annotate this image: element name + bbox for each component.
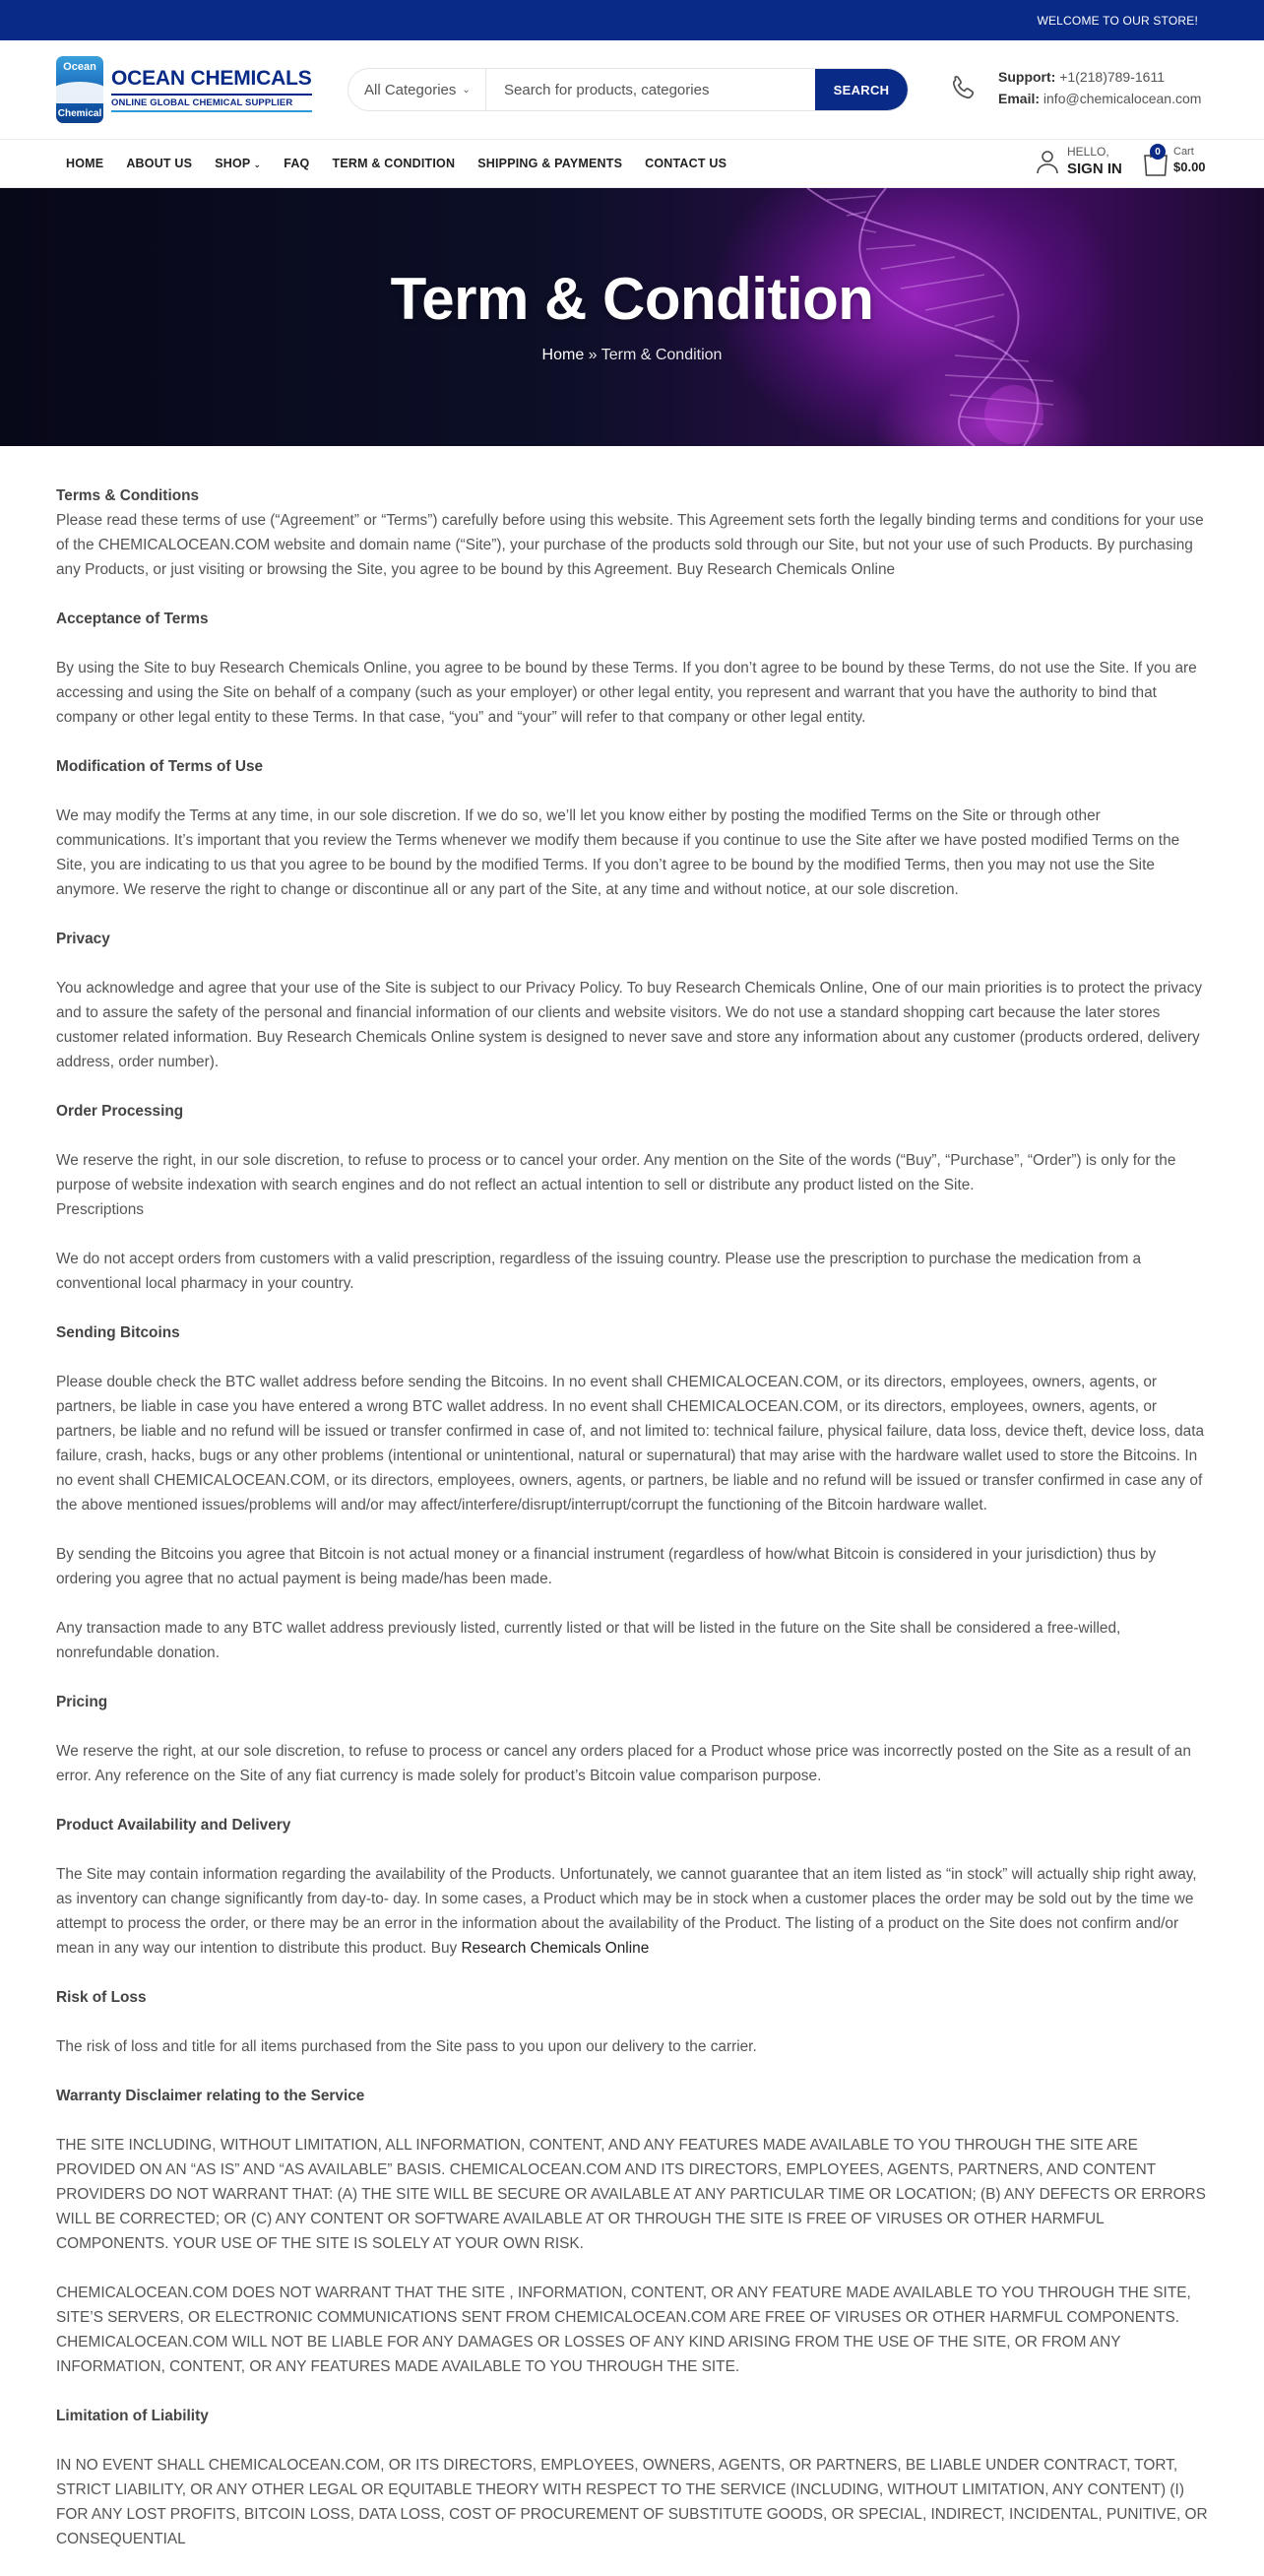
welcome-text: WELCOME TO OUR STORE! bbox=[1037, 13, 1198, 28]
paragraph: The risk of loss and title for all items purchased from the Site pass to you upon our delivery to the carrier. bbox=[56, 2038, 757, 2055]
nav-home[interactable]: HOME bbox=[66, 157, 104, 170]
account-hello: HELLO, bbox=[1067, 145, 1109, 159]
terms-content bbox=[56, 483, 1208, 2576]
page-hero-banner bbox=[0, 188, 1264, 446]
paragraph: Please read these terms of use (“Agreement” or “Terms”) carefully before using this website. This Agreement sets forth the legally binding terms and conditions for your use of the CHEMICALOCEAN.COM website and domain name (“Site”), your purchase of the products sold through our Site, but not your use of such Products. By purchasing any Products, or just visiting or browsing the Site, you agree to be bound by this Agreement. Buy Research Chemicals Online bbox=[56, 512, 1204, 578]
cart-link[interactable] bbox=[1142, 144, 1206, 177]
section-heading: Terms & Conditions bbox=[56, 487, 200, 504]
nav-term-condition[interactable]: TERM & CONDITION bbox=[332, 157, 456, 170]
logo-mark-icon: Ocean Chemical bbox=[56, 56, 103, 123]
cart-label: Cart bbox=[1173, 146, 1194, 158]
chevron-down-icon: ⌄ bbox=[462, 84, 471, 96]
paragraph: We reserve the right, at our sole discretion, to refuse to process or cancel any orders placed for a Product whose price was incorrectly posted on the Site as a result of an error. Any reference on the Site of any fiat currency is made solely for product’s Bitcoin value comparison purpose. bbox=[56, 1743, 1191, 1784]
paragraph: The Site may contain information regarding the availability of the Products. Unfortunately, we cannot guarantee that an item listed as “in stock” will actually ship right away, as inventory can change significantly from day-to- day. In some cases, a Product which may be in stock when a customer places the order may be sold out by the time we attempt to process the order, or there may be an error in the information about the availability of the Product. The listing of a product on the Site does not confirm and/or mean in any way our intention to distribute this product. Buy Research Chemicals Online bbox=[56, 1866, 1197, 1957]
chevron-down-icon: ⌄ bbox=[253, 160, 262, 169]
main-nav bbox=[0, 139, 1264, 188]
paragraph: We may modify the Terms at any time, in our sole discretion. If we do so, we’ll let you know either by posting the modified Terms on the Site or through other communications. It’s important that you review the Terms whenever we modify them because if you continue to use the Site after we have posted modified Terms on the Site, you are indicating to us that you agree to be bound by the modified Terms. If you don’t agree to be bound by the modified Terms, then you may not use the Site anymore. We reserve the right to change or discontinue all or any part of the Site, at any time and without notice, at our sole discretion. bbox=[56, 807, 1180, 898]
section-heading: Modification of Terms of Use bbox=[56, 758, 264, 775]
site-header bbox=[0, 40, 1264, 139]
paragraph: We reserve the right, in our sole discretion, to refuse to process or to cancel your order. Any mention on the Site of the words (“Buy”, “Purchase”, “Order”) is only for the purpose of website indexation with search engines and do not reflect an actual intention to sell or distribute any product listed on the Site. bbox=[56, 1152, 1176, 1193]
page-title: Term & Condition bbox=[390, 266, 874, 332]
paragraph: Please double check the BTC wallet address before sending the Bitcoins. In no event shall CHEMICALOCEAN.COM, or its directors, employees, owners, agents, or partners, be liable in case you have entered a wrong BTC wallet address. In no event shall CHEMICALOCEAN.COM, or its directors, employees, owners, agents, or partners, be liable and no refund will be issued or transfer confirmed in case of, and not limited to: technical failure, physical failure, data loss, device theft, device loss, data failure, crash, hacks, bugs or any other problems (intentional or unintentional, natural or supernatural) that may arise with the hardware wallet used to store the Bitcoins. In no event shall CHEMICALOCEAN.COM, or its directors, employees, owners, agents, or partners, be liable and no refund will be issued or transfer confirmed in case any of the above mentioned issues/problems will and/or may affect/interfere/disrupt/interrupt/corrupt the functioning of the Bitcoin hardware wallet. bbox=[56, 1374, 1205, 1513]
logo-tagline: ONLINE GLOBAL CHEMICAL SUPPLIER bbox=[111, 94, 312, 112]
section-heading: Warranty Disclaimer relating to the Service bbox=[56, 2088, 365, 2104]
breadcrumb-home[interactable]: Home bbox=[541, 347, 585, 363]
paragraph: Any transaction made to any BTC wallet address previously listed, currently listed or that will be listed in the future on the Site shall be considered a free-willed, nonrefundable donation. bbox=[56, 1620, 1121, 1661]
paragraph: We do not accept orders from customers with a valid prescription, regardless of the issuing country. Please use the prescription to purchase the medication from a conventional local pharmacy in your country. bbox=[56, 1251, 1142, 1292]
logo-name: OCEAN CHEMICALS bbox=[111, 67, 312, 90]
section-heading: Privacy bbox=[56, 931, 110, 947]
breadcrumb: Home » Term & Condition bbox=[541, 347, 723, 363]
paragraph: IN NO EVENT SHALL CHEMICALOCEAN.COM, OR ITS DIRECTORS, EMPLOYEES, OWNERS, AGENTS, OR PARTNERS, BE LIABLE UNDER CONTRACT, TORT, STRICT LIABILITY, OR ANY OTHER LEGAL OR EQUITABLE THEORY WITH RESPECT TO THE SERVICE (INCLUDING, WITHOUT LIMITATION, ANY CONTENT) (I) FOR ANY LOST PROFITS, BITCOIN LOSS, DATA LOSS, COST OF PROCUREMENT OF SUBSTITUTE GOODS, OR SPECIAL, INDIRECT, INCIDENTAL, PUNITIVE, OR CONSEQUENTIAL bbox=[56, 2457, 1208, 2547]
search-bar bbox=[348, 68, 909, 111]
top-announcement-bar bbox=[0, 0, 1264, 40]
section-heading: Acceptance of Terms bbox=[56, 611, 209, 627]
section-heading: Order Processing bbox=[56, 1103, 184, 1120]
support-phone[interactable]: +1(218)789-1611 bbox=[1059, 69, 1165, 85]
cart-total: $0.00 bbox=[1173, 160, 1206, 174]
paragraph: CHEMICALOCEAN.COM DOES NOT WARRANT THAT THE SITE , INFORMATION, CONTENT, OR ANY FEATURE MADE AVAILABLE TO YOU THROUGH THE SITE, SITE’S SERVERS, OR ELECTRONIC COMMUNICATIONS SENT FROM CHEMICALOCEAN.COM ARE FREE OF VIRUSES OR OTHER HARMFUL COMPONENTS. CHEMICALOCEAN.COM WILL NOT BE LIABLE FOR ANY DAMAGES OR LOSSES OF ANY KIND ARISING FROM THE USE OF THE SITE, OR FROM ANY INFORMATION, CONTENT, OR ANY FEATURES MADE AVAILABLE TO YOU THROUGH THE SITE. bbox=[56, 2285, 1191, 2375]
nav-faq[interactable]: FAQ bbox=[284, 157, 310, 170]
paragraph: THE SITE INCLUDING, WITHOUT LIMITATION, ALL INFORMATION, CONTENT, AND ANY FEATURES MADE AVAILABLE TO YOU THROUGH THE SITE ARE PROVIDED ON AN “AS IS” AND “AS AVAILABLE” BASIS. CHEMICALOCEAN.COM AND ITS DIRECTORS, EMPLOYEES, AGENTS, PARTNERS, AND CONTENT PROVIDERS DO NOT WARRANT THAT: (A) THE SITE WILL BE SECURE OR AVAILABLE AT ANY PARTICULAR TIME OR LOCATION; (B) ANY DEFECTS OR ERRORS WILL BE CORRECTED; OR (C) ANY CONTENT OR SOFTWARE AVAILABLE AT OR THROUGH THE SITE IS FREE OF VIRUSES OR OTHER HARMFUL COMPONENTS. YOUR USE OF THE SITE IS SOLELY AT YOUR OWN RISK. bbox=[56, 2137, 1206, 2252]
user-icon bbox=[1036, 149, 1059, 174]
sign-in-link[interactable]: SIGN IN bbox=[1067, 161, 1122, 177]
breadcrumb-current: Term & Condition bbox=[600, 347, 723, 363]
search-button[interactable]: SEARCH bbox=[815, 68, 908, 111]
section-heading: Risk of Loss bbox=[56, 1989, 147, 2006]
section-heading: Pricing bbox=[56, 1694, 108, 1710]
research-chemicals-link[interactable]: Research Chemicals Online bbox=[461, 1940, 650, 1957]
paragraph: By using the Site to buy Research Chemicals Online, you agree to be bound by these Terms. If you don’t agree to be bound by these Terms, do not use the Site. If you are accessing and using the Site on behalf of a company (such as your employer) or other legal entity, you represent and warrant that you have the authority to bind that company or other legal entity to these Terms. In that case, “you” and “your” will refer to that company or other legal entity. bbox=[56, 660, 1197, 726]
section-heading: Limitation of Liability bbox=[56, 2408, 209, 2424]
section-heading: Sending Bitcoins bbox=[56, 1324, 180, 1341]
section-heading: Product Availability and Delivery bbox=[56, 1817, 291, 1834]
nav-shipping-payments[interactable]: SHIPPING & PAYMENTS bbox=[477, 157, 623, 170]
cart-count-badge: 0 bbox=[1150, 144, 1166, 160]
support-label: Support: bbox=[998, 69, 1056, 85]
paragraph: By sending the Bitcoins you agree that Bitcoin is not actual money or a financial instrument (regardless of how/what Bitcoin is considered in your jurisdiction) thus by ordering you agree that no actual payment is being made/has been made. bbox=[56, 1546, 1157, 1587]
account-link[interactable] bbox=[1036, 144, 1122, 179]
nav-shop[interactable]: SHOP ⌄ bbox=[215, 157, 262, 170]
email-label: Email: bbox=[998, 91, 1041, 106]
paragraph: You acknowledge and agree that your use of the Site is subject to our Privacy Policy. To buy Research Chemicals Online, One of our main priorities is to protect the privacy and to assure the safety of the personal and financial information of our clients and website visitors. We do not use a standard shopping cart because the later stores customer related information. Buy Research Chemicals Online system is designed to never save and store any information about any customer (products ordered, delivery address, order number). bbox=[56, 980, 1203, 1070]
prescriptions-heading: Prescriptions bbox=[56, 1201, 144, 1218]
nav-contact-us[interactable]: CONTACT US bbox=[645, 157, 727, 170]
site-logo[interactable] bbox=[56, 56, 320, 123]
support-email[interactable]: info@chemicalocean.com bbox=[1043, 91, 1202, 106]
phone-icon bbox=[949, 73, 979, 102]
search-input[interactable] bbox=[486, 69, 815, 110]
nav-about-us[interactable]: ABOUT US bbox=[126, 157, 193, 170]
category-select[interactable]: All Categories ⌄ bbox=[348, 69, 486, 110]
contact-info bbox=[949, 66, 1201, 109]
